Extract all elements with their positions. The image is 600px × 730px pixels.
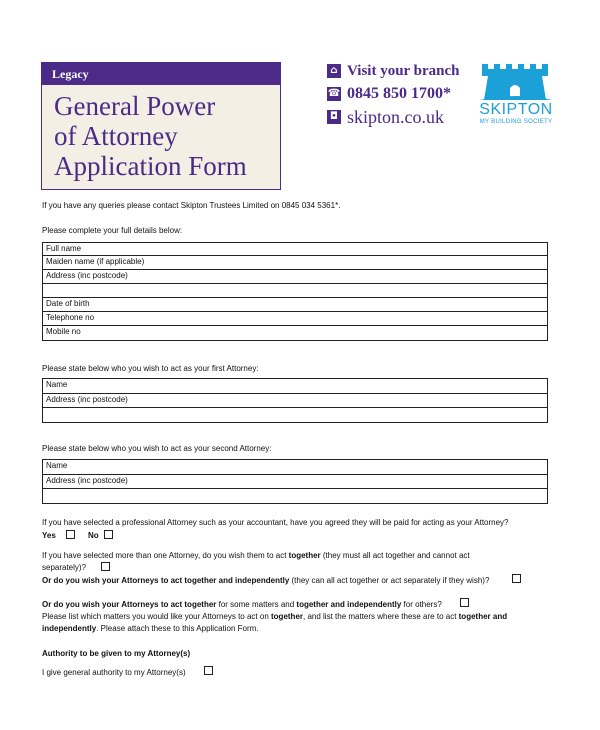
first-attorney-address-field[interactable]: Address (inc postcode) [43, 394, 547, 408]
some-matters-together: together [184, 600, 217, 609]
personal-details-table [42, 242, 548, 341]
independent-question-part-3: (they can all act together or act separately if they wish)? [289, 576, 490, 585]
some-matters-part-1: Or do you wish your Attorneys to act [42, 600, 185, 609]
general-authority-label: I give general authority to my Attorney(s) [42, 668, 186, 677]
list-matters-part-1: Please list which matters you would like your Attorneys to act on [42, 612, 271, 621]
no-checkbox[interactable] [104, 530, 113, 539]
form-title-card [41, 62, 281, 190]
second-attorney-address-field[interactable]: Address (inc postcode) [43, 475, 547, 489]
telephone-field[interactable]: Telephone no [43, 312, 547, 326]
date-of-birth-field[interactable]: Date of birth [43, 298, 547, 312]
title-line-3: Application Form [54, 151, 247, 181]
together-question-part-3: (they must all act together and cannot act [320, 551, 470, 560]
details-prompt: Please complete your full details below: [42, 226, 183, 235]
together-emphasis: together [288, 551, 321, 560]
mouse-icon: ◘ [327, 110, 341, 124]
together-and-independently-checkbox[interactable] [512, 574, 521, 583]
professional-attorney-question: If you have selected a professional Attorney such as your accountant, have you agreed they will be paid for acting as your Attorney? [42, 518, 509, 527]
some-matters-independently: together and independently [296, 600, 402, 609]
title-line-1: General Power [54, 91, 216, 121]
castle-icon [466, 56, 566, 102]
logo-name: SKIPTON [479, 101, 553, 118]
second-attorney-prompt: Please state below who you wish to act as your second Attorney: [42, 444, 272, 453]
full-name-field[interactable]: Full name [43, 243, 547, 256]
together-checkbox[interactable] [101, 562, 110, 571]
list-matters-independently: independently [42, 624, 97, 633]
list-matters-part-3: , and list the matters where these are to act [303, 612, 459, 621]
house-icon: ⌂ [327, 64, 341, 78]
first-attorney-table [42, 378, 548, 423]
list-matters-line-1 [42, 612, 507, 622]
logo-tagline: MY BUILDING SOCIETY [479, 119, 553, 125]
form-title [42, 85, 280, 181]
yes-checkbox[interactable] [66, 530, 75, 539]
address-field-line-2[interactable] [43, 284, 547, 298]
mobile-field[interactable]: Mobile no [46, 327, 81, 336]
together-question [42, 551, 470, 561]
yes-label: Yes [42, 531, 56, 540]
legacy-band: Legacy [42, 63, 280, 85]
contact-web-text: skipton.co.uk [347, 106, 444, 127]
some-matters-part-5: for others? [401, 600, 442, 609]
second-attorney-name-field[interactable]: Name [43, 460, 547, 475]
independent-question [42, 576, 489, 586]
contact-branch-text: Visit your branch [347, 62, 460, 79]
list-matters-together-and: together and [458, 612, 508, 621]
no-label: No [88, 531, 99, 540]
contact-branch [327, 60, 467, 82]
some-matters-checkbox[interactable] [460, 598, 469, 607]
some-matters-question [42, 600, 442, 610]
independent-question-part-1: Or do you wish your Attorneys to act [42, 576, 185, 585]
together-question-part-1: If you have selected more than one Attorney, do you wish them to act [42, 551, 289, 560]
first-attorney-name-field[interactable]: Name [43, 379, 547, 394]
authority-heading: Authority to be given to my Attorney(s) [42, 649, 191, 658]
contact-phone [327, 83, 467, 105]
first-attorney-address-line-2[interactable] [43, 408, 547, 422]
maiden-name-field[interactable]: Maiden name (if applicable) [43, 256, 547, 270]
skipton-logo [466, 56, 586, 136]
list-matters-line-2 [42, 624, 259, 634]
title-line-2: of Attorney [54, 121, 178, 151]
some-matters-part-3: for some matters and [216, 600, 297, 609]
together-question-line-2: separately)? [42, 563, 87, 572]
contact-phone-text: 0845 850 1700* [347, 85, 451, 102]
queries-text: If you have any queries please contact Skipton Trustees Limited on 0845 034 5361*. [42, 201, 341, 210]
contact-info [327, 60, 467, 129]
contact-web [327, 106, 467, 128]
list-matters-together: together [271, 612, 303, 621]
second-attorney-table [42, 459, 548, 504]
address-field[interactable]: Address (inc postcode) [43, 270, 547, 284]
list-matters-attach: . Please attach these to this Application Form. [96, 624, 259, 633]
phone-icon: ☎ [327, 88, 341, 99]
independent-emphasis: together and independently [184, 576, 290, 585]
general-authority-checkbox[interactable] [204, 666, 213, 675]
first-attorney-prompt: Please state below who you wish to act as your first Attorney: [42, 364, 259, 373]
second-attorney-address-line-2[interactable] [43, 489, 547, 503]
